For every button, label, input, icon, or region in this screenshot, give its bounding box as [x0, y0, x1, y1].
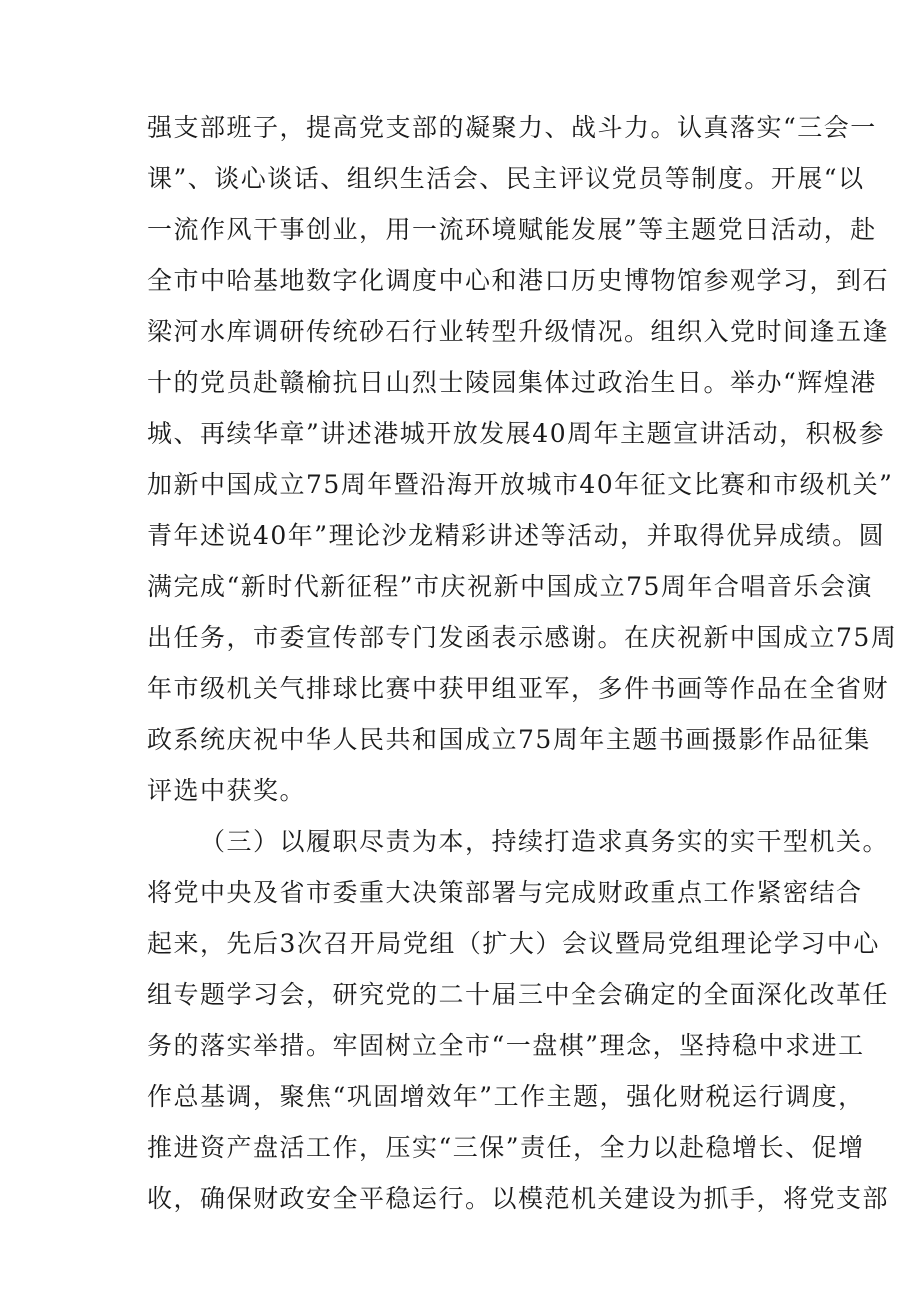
text-line-14: 评选中获奖。	[147, 776, 307, 805]
text-line-16: 将党中央及省市委重大决策部署与完成财政重点工作紧密结合	[147, 878, 863, 907]
text-line-22: 收，确保财政安全平稳运行。以模范机关建设为抓手，将党支部	[147, 1184, 890, 1213]
text-line-12: 年市级机关气排球比赛中获甲组亚军，多件书画等作品在全省财	[147, 674, 890, 703]
text-line-8: 加新中国成立75周年暨沿海开放城市40年征文比赛和市级机关”	[147, 470, 894, 499]
text-line-13: 政系统庆祝中华人民共和国成立75周年主题书画摄影作品征集	[147, 725, 871, 754]
text-line-21: 推进资产盘活工作，压实“三保”责任，全力以赴稳增长、促增	[147, 1133, 865, 1162]
text-line-2: 课”、谈心谈话、组织生活会、民主评议党员等制度。开展“以	[147, 164, 865, 193]
text-line-10: 满完成“新时代新征程”市庆祝新中国成立75周年合唱音乐会演	[147, 572, 873, 601]
text-line-5: 梁河水库调研传统砂石行业转型升级情况。组织入党时间逢五逢	[147, 317, 890, 346]
text-line-6: 十的党员赴赣榆抗日山烈士陵园集体过政治生日。举办“辉煌港	[147, 368, 877, 397]
text-line-3: 一流作风干事创业，用一流环境赋能发展”等主题党日活动，赴	[147, 215, 877, 244]
text-line-9: 青年述说40年”理论沙龙精彩讲述等活动，并取得优异成绩。圆	[147, 521, 886, 550]
text-line-19: 务的落实举措。牢固树立全市“一盘棋”理念，坚持稳中求进工	[147, 1031, 865, 1060]
text-line-4: 全市中哈基地数字化调度中心和港口历史博物馆参观学习，到石	[147, 266, 890, 295]
text-line-17: 起来，先后3次召开局党组（扩大）会议暨局党组理论学习中心	[147, 929, 880, 958]
text-line-20: 作总基调，聚焦“巩固增效年”工作主题，强化财税运行调度，	[147, 1082, 865, 1111]
section-heading-3: （三）以履职尽责为本，持续打造求真务实的实干型机关。	[200, 827, 890, 856]
text-line-1: 强支部班子，提高党支部的凝聚力、战斗力。认真落实“三会一	[147, 113, 877, 142]
text-line-18: 组专题学习会，研究党的二十届三中全会确定的全面深化改革任	[147, 980, 890, 1009]
text-line-7: 城、再续华章”讲述港城开放发展40周年主题宣讲活动，积极参	[147, 419, 886, 448]
text-line-11: 出任务，市委宣传部专门发函表示感谢。在庆祝新中国成立75周	[147, 623, 898, 652]
